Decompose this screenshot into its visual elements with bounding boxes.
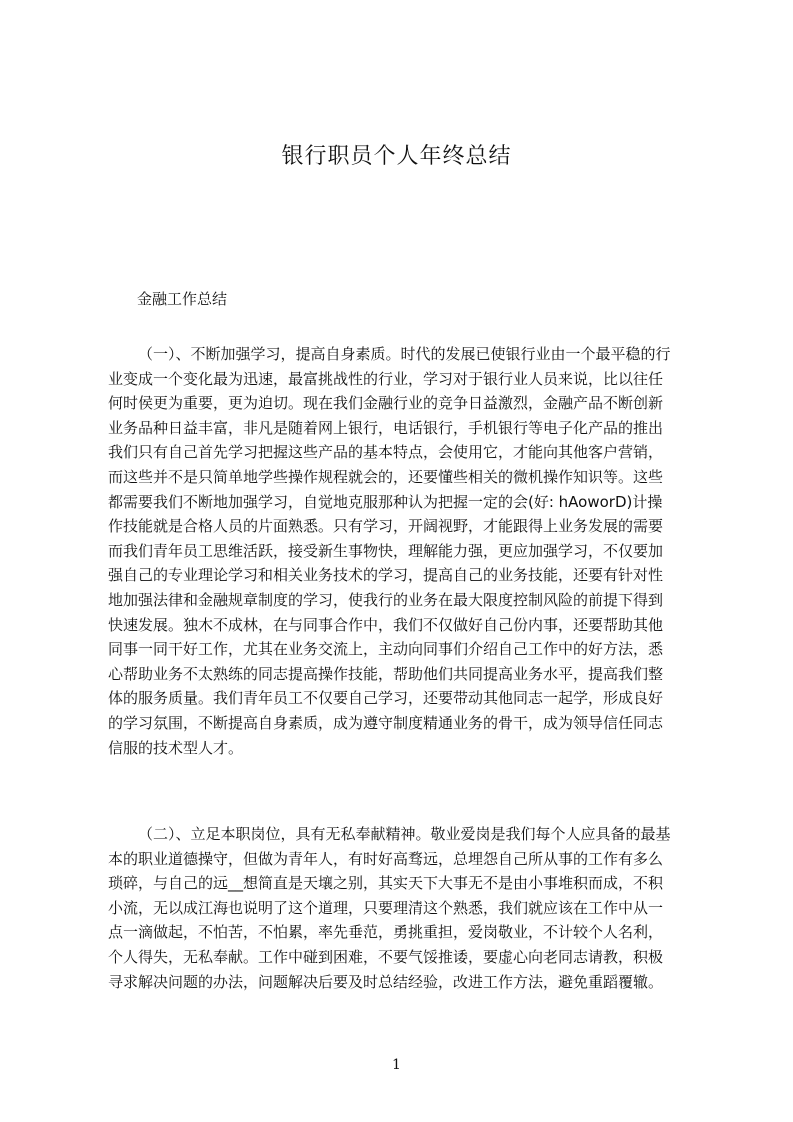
paragraph-line: 点一滴做起，不怕苦，不怕累，率先垂范，勇挑重担，爱岗敬业，不计较个人名利， <box>108 923 664 942</box>
document-title: 银行职员个人年终总结 <box>281 144 512 169</box>
paragraph-line: 而我们青年员工思维活跃，接受新生事物快，理解能力强，更应加强学习，不仅要加 <box>108 541 664 560</box>
paragraph-line: 何时侯更为重要，更为迫切。现在我们金融行业的竞争日益激烈，金融产品不断创新 <box>108 394 664 413</box>
paragraph-line: 快速发展。独木不成林，在与同事合作中，我们不仅做好自己份内事，还要帮助其他 <box>108 615 664 634</box>
paragraph-line: 个人得失，无私奉献。工作中碰到困难，不要气馁推诿，要虚心向老同志请教，积极 <box>108 947 664 966</box>
paragraph-line: 琐碎，与自己的远__想简直是天壤之别，其实天下大事无不是由小事堆积而成，不积 <box>108 874 664 893</box>
paragraph-line: 小流，无以成江海也说明了这个道理，只要理清这个熟悉，我们就应该在工作中从一 <box>108 898 664 917</box>
paragraph-line: 业务品种日益丰富，非凡是随着网上银行，电话银行，手机银行等电子化产品的推出 <box>108 418 664 437</box>
paragraph-line: 我们只有自己首先学习把握这些产品的基本特点，会使用它，才能向其他客户营销， <box>108 443 664 462</box>
page-number: 1 <box>392 1057 401 1073</box>
paragraph-line: 信服的技术型人才。 <box>108 738 244 757</box>
paragraph-2 <box>108 822 698 994</box>
paragraph-line: 而这些并不是只简单地学些操作规程就会的，还要懂些相关的微机操作知识等。这些 <box>108 467 664 486</box>
paragraph-line: 地加强法律和金融规章制度的学习，使我行的业务在最大限度控制风险的前提下得到 <box>108 590 664 609</box>
paragraph-line: 体的服务质量。我们青年员工不仅要自己学习，还要带动其他同志一起学，形成良好 <box>108 689 664 708</box>
paragraph-line: （二）、立足本职岗位，具有无私奉献精神。敬业爱岗是我们每个人应具备的最基 <box>138 825 671 843</box>
paragraph-line: 业变成一个变化最为迅速，最富挑战性的行业，学习对于银行业人员来说，比以往任 <box>108 369 664 388</box>
paragraph-line: 心帮助业务不太熟练的同志提高操作技能，帮助他们共同提高业务水平，提高我们整 <box>108 664 664 683</box>
paragraph-line: 同事一同干好工作，尤其在业务交流上，主动向同事们介绍自己工作中的好方法，悉 <box>108 640 664 659</box>
paragraph-line: 作技能就是合格人员的片面熟悉。只有学习，开阔视野，才能跟得上业务发展的需要 <box>108 517 664 536</box>
paragraph-line: 的学习氛围，不断提高自身素质，成为遵守制度精通业务的骨干，成为领导信任同志 <box>108 713 664 732</box>
paragraph-1 <box>108 342 698 760</box>
paragraph-line: 强自己的专业理论学习和相关业务技术的学习，提高自己的业务技能，还要有针对性 <box>108 566 664 585</box>
paragraph-line: 本的职业道德操守，但做为青年人，有时好高骛远，总埋怨自己所从事的工作有多么 <box>108 849 664 868</box>
section-heading: 金融工作总结 <box>137 290 228 308</box>
paragraph-line: （一）、不断加强学习，提高自身素质。时代的发展已使银行业由一个最平稳的行 <box>138 345 671 363</box>
paragraph-line: 寻求解决问题的办法，问题解决后要及时总结经验，改进工作方法，避免重蹈覆辙。 <box>108 972 664 991</box>
paragraph-line: 都需要我们不断地加强学习，自觉地克服那种认为把握一定的会(好: hAoworD)计操 <box>108 492 663 511</box>
